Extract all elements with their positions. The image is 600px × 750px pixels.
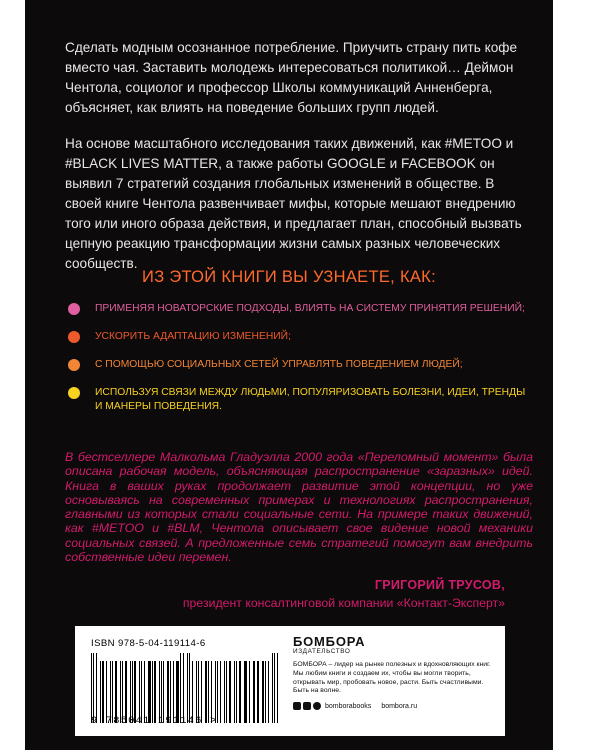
orange-bullet-dot-icon xyxy=(68,359,80,371)
learn-heading: ИЗ ЭТОЙ КНИГИ ВЫ УЗНАЕТЕ, КАК: xyxy=(142,268,436,286)
barcode-bar xyxy=(110,661,111,723)
barcode-image xyxy=(91,651,281,723)
list-item-text: УСКОРИТЬ АДАПТАЦИЮ ИЗМЕНЕНИЙ; xyxy=(95,331,291,342)
list-item xyxy=(65,358,535,372)
barcode-bar xyxy=(167,661,169,723)
barcode-bar xyxy=(132,661,133,723)
barcode-bar xyxy=(102,661,104,723)
learn-list xyxy=(65,302,535,414)
vk-icon xyxy=(303,702,311,710)
barcode-bar xyxy=(244,661,245,723)
barcode-bar xyxy=(130,661,131,723)
publisher-site: bombora.ru xyxy=(381,702,418,710)
barcode-bar xyxy=(272,653,274,723)
barcode-bar xyxy=(173,661,174,723)
barcode-bar xyxy=(274,653,275,723)
social-handle: bomborabooks xyxy=(325,702,372,710)
list-item-text: ПРИМЕНЯЯ НОВАТОРСКИЕ ПОДХОДЫ, ВЛИЯТЬ НА СИСТЕМУ ПРИНЯТИЯ РЕШЕНИЙ; xyxy=(95,303,525,314)
barcode-bar xyxy=(154,661,156,723)
red-orange-bullet-dot-icon xyxy=(68,331,80,343)
barcode-bar xyxy=(134,661,136,723)
pink-bullet-dot-icon xyxy=(68,303,80,315)
barcode-bar xyxy=(187,653,188,723)
barcode-bar xyxy=(234,661,235,723)
barcode-bar xyxy=(201,661,202,723)
barcode-bar xyxy=(253,661,254,723)
isbn-text: ISBN 978-5-04-119114-6 xyxy=(91,638,206,649)
barcode-bar xyxy=(277,653,278,723)
barcode-bar xyxy=(262,661,264,723)
barcode-bar xyxy=(183,653,185,723)
quote-author xyxy=(183,578,505,610)
barcode-bar xyxy=(115,661,117,723)
barcode-bar xyxy=(205,661,207,723)
barcode-bar xyxy=(122,661,123,723)
barcode-bar xyxy=(144,661,146,723)
publisher-contacts xyxy=(293,702,498,710)
intro-paragraph-1: Сделать модным осознанное потребление. Приучить страну пить кофе вместо чая. Заставить молодежь интересоваться политикой… Деймон Чентола, социолог и профессор Школы коммуникаций Анненберга, объясняет, как влиять на поведение больших групп людей. xyxy=(65,40,518,115)
list-item xyxy=(65,386,535,414)
barcode-bar xyxy=(100,661,101,723)
barcode-bar xyxy=(236,661,237,723)
barcode-bar xyxy=(224,661,225,723)
barcode-bar xyxy=(120,661,121,723)
list-item xyxy=(65,302,535,316)
barcode-bar xyxy=(215,661,216,723)
barcode-bar xyxy=(268,661,269,723)
barcode-block xyxy=(91,638,281,727)
barcode-bar xyxy=(239,661,241,723)
barcode-bar xyxy=(196,661,197,723)
barcode-bar xyxy=(159,661,160,723)
barcode-bar xyxy=(141,661,142,723)
barcode-bar xyxy=(112,661,114,723)
barcode-digits: 9 785041 191146 > xyxy=(91,715,281,727)
imprint-box xyxy=(75,626,505,736)
facebook-icon xyxy=(293,702,301,710)
barcode-bar xyxy=(208,661,209,723)
publisher-block xyxy=(293,634,498,710)
barcode-bar xyxy=(96,653,98,723)
intro-text xyxy=(65,38,525,290)
barcode-bar xyxy=(106,661,107,723)
barcode-bar xyxy=(125,661,127,723)
list-item-text: ИСПОЛЬЗУЯ СВЯЗИ МЕЖДУ ЛЮДЬМИ, ПОПУЛЯРИЗОВАТЬ БОЛЕЗНИ, ИДЕИ, ТРЕНДЫ И МАНЕРЫ ПОВЕДЕНИЯ. xyxy=(95,387,526,412)
barcode-bar xyxy=(91,653,92,723)
barcode-bar xyxy=(220,661,222,723)
barcode-bar xyxy=(249,661,250,723)
barcode-bar xyxy=(217,661,218,723)
instagram-icon xyxy=(313,702,321,710)
barcode-bar xyxy=(139,661,140,723)
barcode-bar xyxy=(254,661,255,723)
publisher-description: БОМБОРА – лидер на рынке полезных и вдохновляющих книг. Мы любим книги и создаем их, чтобы вы могли творить, открывать мир, пробовать новое, расти. Быть счастливыми. Быть на волне. xyxy=(293,661,491,695)
barcode-bar xyxy=(163,661,164,723)
barcode-bar xyxy=(152,661,153,723)
barcode-bar xyxy=(211,661,213,723)
barcode-bar xyxy=(265,661,266,723)
barcode-bar xyxy=(198,661,199,723)
intro-paragraph-2: На основе масштабного исследования таких движений, как #METOO и #BLACK LIVES MATTER, а также работы GOOGLE и FACEBOOK он выявил 7 стратегий создания глобальных изменений в обществе. В своей книге Чентола развенчивает мифы, которые мешают внедрению того или иного образа действия, и предлагает план, способный вызвать цепную реакцию трансформации жизни самых разных человеческих сообществ. xyxy=(65,136,522,271)
barcode-bar xyxy=(161,661,162,723)
barcode-bar xyxy=(93,653,94,723)
publisher-logo: БОМБОРА xyxy=(293,634,366,649)
review-quote: В бестселлере Малкольма Гладуэлла 2000 года «Переломный момент» была описана рабочая модель, объясняющая распространение «заразных» идей. Книга в ваших руках продолжает развитие этой концепции, но уже основываясь на современных примерах и технологиях распространения, главными из которых стали социальные сети. На примере таких движений, как #METOO и #BLM, Чентола описывает свое видение новой механики социальных связей. А предложенные семь стратегий помогут вам внедрить собственные идеи перемен. xyxy=(65,450,533,565)
barcode-bar xyxy=(192,661,194,723)
back-cover xyxy=(25,0,553,750)
list-item xyxy=(65,330,535,344)
barcode-bar xyxy=(226,661,227,723)
list-item-text: С ПОМОЩЬЮ СОЦИАЛЬНЫХ СЕТЕЙ УПРАВЛЯТЬ ПОВЕДЕНИЕМ ЛЮДЕЙ; xyxy=(95,359,463,370)
barcode-bar xyxy=(229,661,231,723)
barcode-bar xyxy=(176,661,178,723)
barcode-bar xyxy=(189,653,190,723)
barcode-bar xyxy=(148,661,150,723)
author-role: президент консалтинговой компании «Контакт-Эксперт» xyxy=(182,596,505,610)
author-name: ГРИГОРИЙ ТРУСОВ, xyxy=(374,578,505,592)
barcode-bar xyxy=(245,661,247,723)
publisher-logo-subtitle: ИЗДАТЕЛЬСТВО xyxy=(293,648,351,655)
yellow-bullet-dot-icon xyxy=(68,387,80,399)
barcode-bar xyxy=(170,661,171,723)
barcode-bar xyxy=(257,661,259,723)
barcode-bar xyxy=(180,653,181,723)
